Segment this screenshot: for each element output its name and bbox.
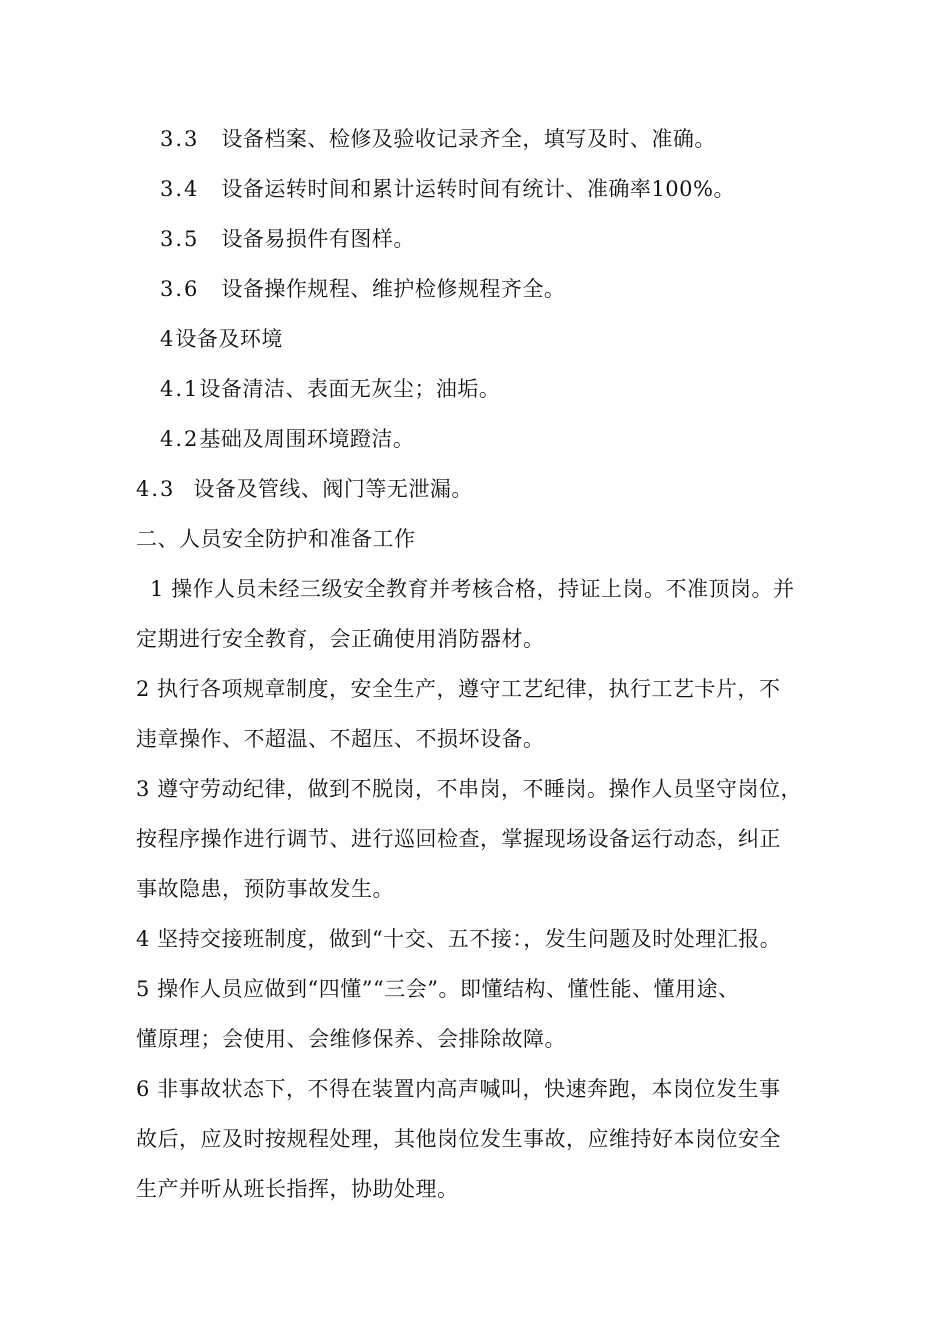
item-text: 设备易损件有图样。 xyxy=(221,227,415,251)
item-text: 设备清洁、表面无灰尘；油垢。 xyxy=(199,377,501,401)
paragraph-5-line-1 xyxy=(136,974,740,1004)
paragraph-number: 6 xyxy=(136,1077,150,1101)
item-number: 3.4 xyxy=(160,177,200,201)
paragraph-3-line-3: 事故隐患，预防事故发生。 xyxy=(136,877,394,901)
paragraph-text: 非事故状态下，不得在装置内高声喊叫，快速奔跑，本岗位发生事 xyxy=(157,1077,781,1101)
item-4-3 xyxy=(136,474,473,504)
item-text: 基础及周围环境蹬洁。 xyxy=(199,427,415,451)
paragraph-number: 5 xyxy=(136,977,150,1001)
paragraph-text: 操作人员未经三级安全教育并考核合格，持证上岗。不准顶岗。并 xyxy=(171,577,795,601)
item-number: 3.6 xyxy=(160,277,200,301)
item-3-5 xyxy=(160,224,415,254)
paragraph-3-line-2: 按程序操作进行调节、进行巡回检查，掌握现场设备运行动态，纠正 xyxy=(136,827,781,851)
item-number: 4.2 xyxy=(160,427,200,451)
item-3-6 xyxy=(160,274,565,304)
paragraph-number: 4 xyxy=(136,927,150,951)
item-number: 4 xyxy=(160,327,176,351)
item-3-4 xyxy=(160,174,735,204)
item-text: 设备档案、检修及验收记录齐全，填写及时、准确。 xyxy=(221,127,716,151)
item-3-3 xyxy=(160,124,716,154)
paragraph-4-line-1 xyxy=(136,924,781,954)
paragraph-number: 3 xyxy=(136,777,150,801)
item-text: 设备运转时间和累计运转时间有统计、准确率100%。 xyxy=(221,177,735,201)
paragraph-5-line-2: 懂原理；会使用、会维修保养、会排除故障。 xyxy=(136,1027,566,1051)
paragraph-text: 遵守劳动纪律，做到不脱岗，不串岗，不睡岗。操作人员坚守岗位， xyxy=(157,777,803,801)
item-4-1 xyxy=(160,374,500,404)
paragraph-text: 执行各项规章制度，安全生产，遵守工艺纪律，执行工艺卡片，不 xyxy=(157,677,781,701)
item-number: 3.3 xyxy=(160,127,200,151)
item-number: 4.1 xyxy=(160,377,200,401)
item-text: 设备及管线、阀门等无泄漏。 xyxy=(193,477,473,501)
paragraph-text: 操作人员应做到“四懂”“三会”。即懂结构、懂性能、懂用途、 xyxy=(157,977,740,1001)
paragraph-1-line-2: 定期进行安全教育，会正确使用消防器材。 xyxy=(136,627,545,651)
paragraph-1-line-1 xyxy=(150,574,795,604)
paragraph-2-line-1 xyxy=(136,674,781,704)
paragraph-3-line-1 xyxy=(136,774,802,804)
item-number: 4.3 xyxy=(136,477,176,501)
item-4 xyxy=(160,324,283,354)
item-4-2 xyxy=(160,424,414,454)
paragraph-text: 坚持交接班制度，做到“十交、五不接：，发生问题及时处理汇报。 xyxy=(157,927,782,951)
paragraph-6-line-1 xyxy=(136,1074,781,1104)
paragraph-number: 2 xyxy=(136,677,150,701)
paragraph-6-line-2: 故后，应及时按规程处理，其他岗位发生事故，应维持好本岗位安全 xyxy=(136,1127,781,1151)
item-text: 设备及环境 xyxy=(175,327,283,351)
item-text: 设备操作规程、维护检修规程齐全。 xyxy=(221,277,566,301)
item-number: 3.5 xyxy=(160,227,200,251)
paragraph-2-line-2: 违章操作、不超温、不超压、不损坏设备。 xyxy=(136,727,545,751)
paragraph-number: 1 xyxy=(150,577,164,601)
section-heading: 二、人员安全防护和准备工作 xyxy=(136,527,416,551)
paragraph-6-line-3: 生产并听从班长指挥，协助处理。 xyxy=(136,1177,459,1201)
